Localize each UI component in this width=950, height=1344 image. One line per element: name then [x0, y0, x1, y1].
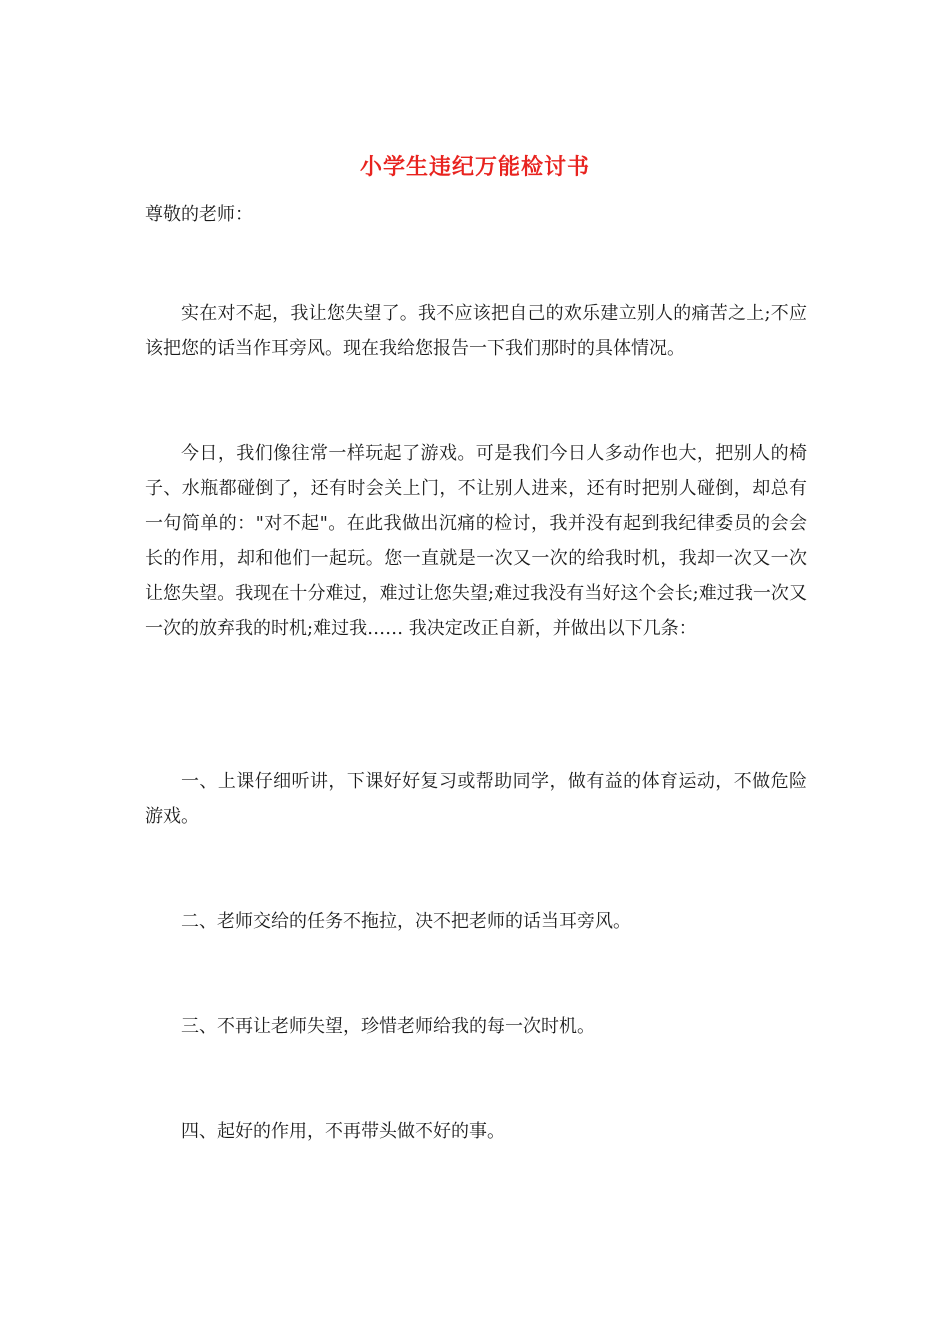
paragraph-promise-2: 二、老师交给的任务不拖拉，决不把老师的话当耳旁风。	[181, 911, 631, 932]
paragraph-promise-1: 一、上课仔细听讲，下课好好复习或帮助同学，做有益的体育运动，不做危险游戏。	[145, 771, 807, 827]
paragraph-promise-4: 四、起好的作用，不再带头做不好的事。	[181, 1121, 505, 1142]
paragraph-situation: 今日，我们像往常一样玩起了游戏。可是我们今日人多动作也大，把别人的椅子、水瓶都碰倒了，还有时会关上门，不让别人进来，还有时把别人碰倒，却总有一句简单的："对不起"。在此我做出沉痛的检讨，我并没有起到我纪律委员的会会长的作用，却和他们一起玩。您一直就是一次又一次的给我时机，我却一次又一次让您失望。我现在十分难过，难过让您失望;难过我没有当好这个会长;难过我一次又一次的放弃我的时机;难过我…… 我决定改正自新，并做出以下几条：	[145, 443, 807, 639]
paragraph-promise-3: 三、不再让老师失望，珍惜老师给我的每一次时机。	[181, 1016, 595, 1037]
document-title: 小学生违纪万能检讨书	[359, 154, 590, 180]
paragraph-apology: 实在对不起，我让您失望了。我不应该把自己的欢乐建立别人的痛苦之上;不应该把您的话当作耳旁风。现在我给您报告一下我们那时的具体情况。	[145, 303, 807, 359]
salutation: 尊敬的老师：	[145, 204, 253, 225]
